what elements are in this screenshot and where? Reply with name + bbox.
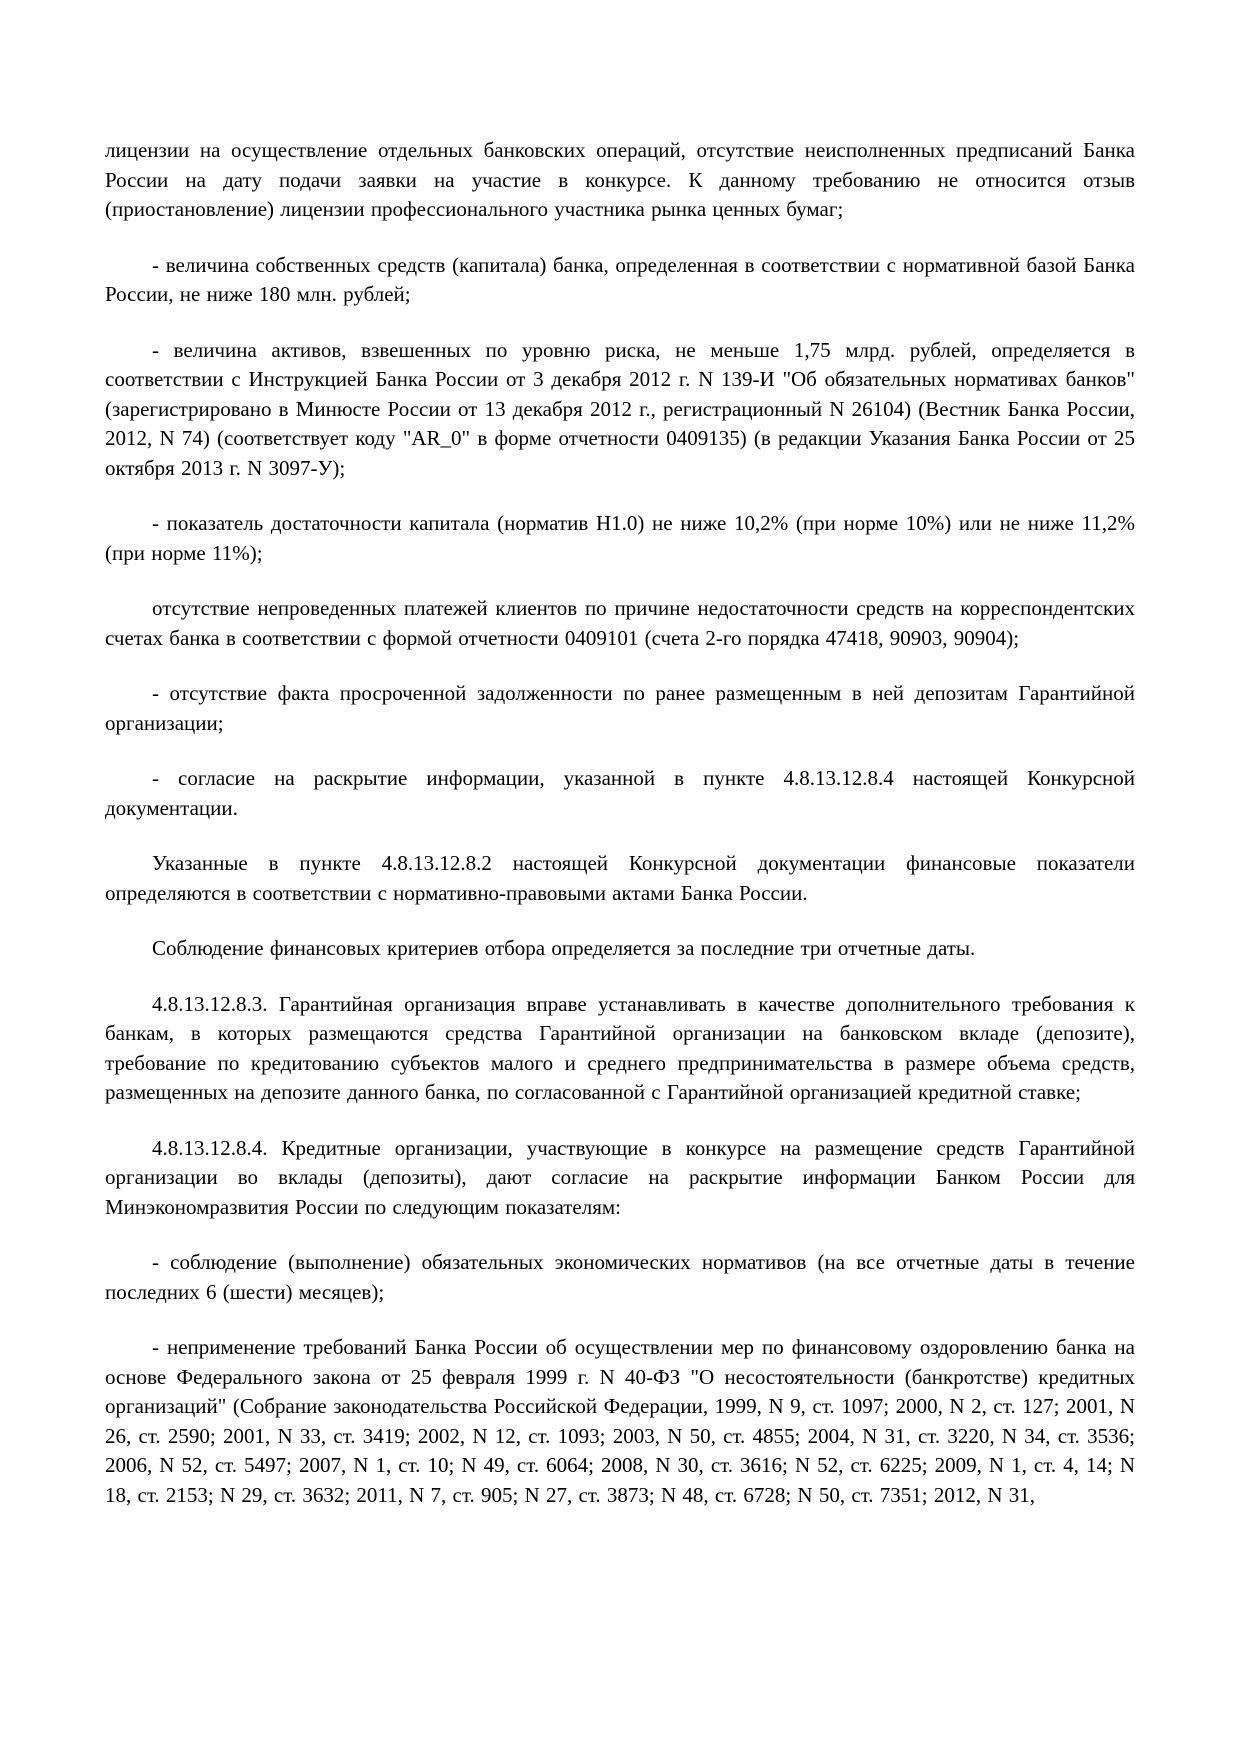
paragraph-no-overdue-debt: - отсутствие факта просроченной задолженности по ранее размещенным в ней депозитам Гарантийной организации;	[105, 681, 1135, 735]
paragraph-unprocessed-payments: отсутствие непроведенных платежей клиентов по причине недостаточности средств на корреспондентских счетах банка в соответствии с формой отчетности 0409101 (счета 2-го порядка 47418, 90903, 90904);	[105, 596, 1135, 650]
paragraph-license-operations: лицензии на осуществление отдельных банковских операций, отсутствие неисполненных предписаний Банка России на дату подачи заявки на участие в конкурсе. К данному требованию не относится отзыв (приостановление) лицензии профессионального участника рынка ценных бумаг;	[105, 138, 1135, 221]
paragraph-no-rehabilitation-measures: - неприменение требований Банка России об осуществлении мер по финансовому оздоровлению банка на основе Федерального закона от 25 февраля 1999 г. N 40-ФЗ "О несостоятельности (банкротстве) кредитных организаций" (Собрание законодательства Российской Федерации, 1999, N 9, ст. 1097; 2000, N 2, ст. 127; 2001, N 26, ст. 2590; 2001, N 33, ст. 3419; 2002, N 12, ст. 1093; 2003, N 50, ст. 4855; 2004, N 31, ст. 3220, N 34, ст. 3536; 2006, N 52, ст. 5497; 2007, N 1, ст. 10; N 49, ст. 6064; 2008, N 30, ст. 3616; N 52, ст. 6225; 2009, N 1, ст. 4, 14; N 18, ст. 2153; N 29, ст. 3632; 2011, N 7, ст. 905; N 27, ст. 3873; N 48, ст. 6728; N 50, ст. 7351; 2012, N 31,	[105, 1335, 1135, 1507]
paragraph-capital-adequacy: - показатель достаточности капитала (норматив Н1.0) не ниже 10,2% (при норме 10%) или не ниже 11,2% (при норме 11%);	[105, 511, 1135, 565]
paragraph-clause-4-8-13-12-8-3: 4.8.13.12.8.3. Гарантийная организация вправе устанавливать в качестве дополнительного требования к банкам, в которых размещаются средства Гарантийной организации на банковском вкладе (депозите), требование по кредитованию субъектов малого и среднего предпринимательства в размере объема средств, размещенных на депозите данного банка, по согласованной с Гарантийной организацией кредитной ставке;	[105, 991, 1135, 1104]
paragraph-norm-compliance: - соблюдение (выполнение) обязательных экономических нормативов (на все отчетные даты в течение последних 6 (шести) месяцев);	[105, 1250, 1135, 1304]
paragraph-clause-4-8-13-12-8-4: 4.8.13.12.8.4. Кредитные организации, участвующие в конкурсе на размещение средств Гарантийной организации во вклады (депозиты), дают согласие на раскрытие информации Банком России для Минэкономразвития России по следующим показателям:	[105, 1135, 1135, 1219]
paragraph-disclosure-consent: - согласие на раскрытие информации, указанной в пункте 4.8.13.12.8.4 настоящей Конкурсной документации.	[105, 766, 1135, 820]
paragraph-financial-criteria-dates: Соблюдение финансовых критериев отбора определяется за последние три отчетные даты.	[152, 936, 976, 960]
paragraph-risk-weighted-assets: - величина активов, взвешенных по уровню риска, не меньше 1,75 млрд. рублей, определяется в соответствии с Инструкцией Банка России от 3 декабря 2012 г. N 139-И "Об обязательных нормативах банков" (зарегистрировано в Минюсте России от 13 декабря 2012 г., регистрационный N 26104) (Вестник Банка России, 2012, N 74) (соответствует коду "AR_0" в форме отчетности 0409135) (в редакции Указания Банка России от 25 октября 2013 г. N 3097-У);	[105, 337, 1135, 480]
paragraph-indicators-determination: Указанные в пункте 4.8.13.12.8.2 настоящей Конкурсной документации финансовые показатели определяются в соответствии с нормативно-правовыми актами Банка России.	[105, 851, 1135, 905]
document-body	[105, 136, 1135, 1536]
paragraph-own-funds-requirement: - величина собственных средств (капитала) банка, определенная в соответствии с нормативной базой Банка России, не ниже 180 млн. рублей;	[105, 252, 1135, 306]
